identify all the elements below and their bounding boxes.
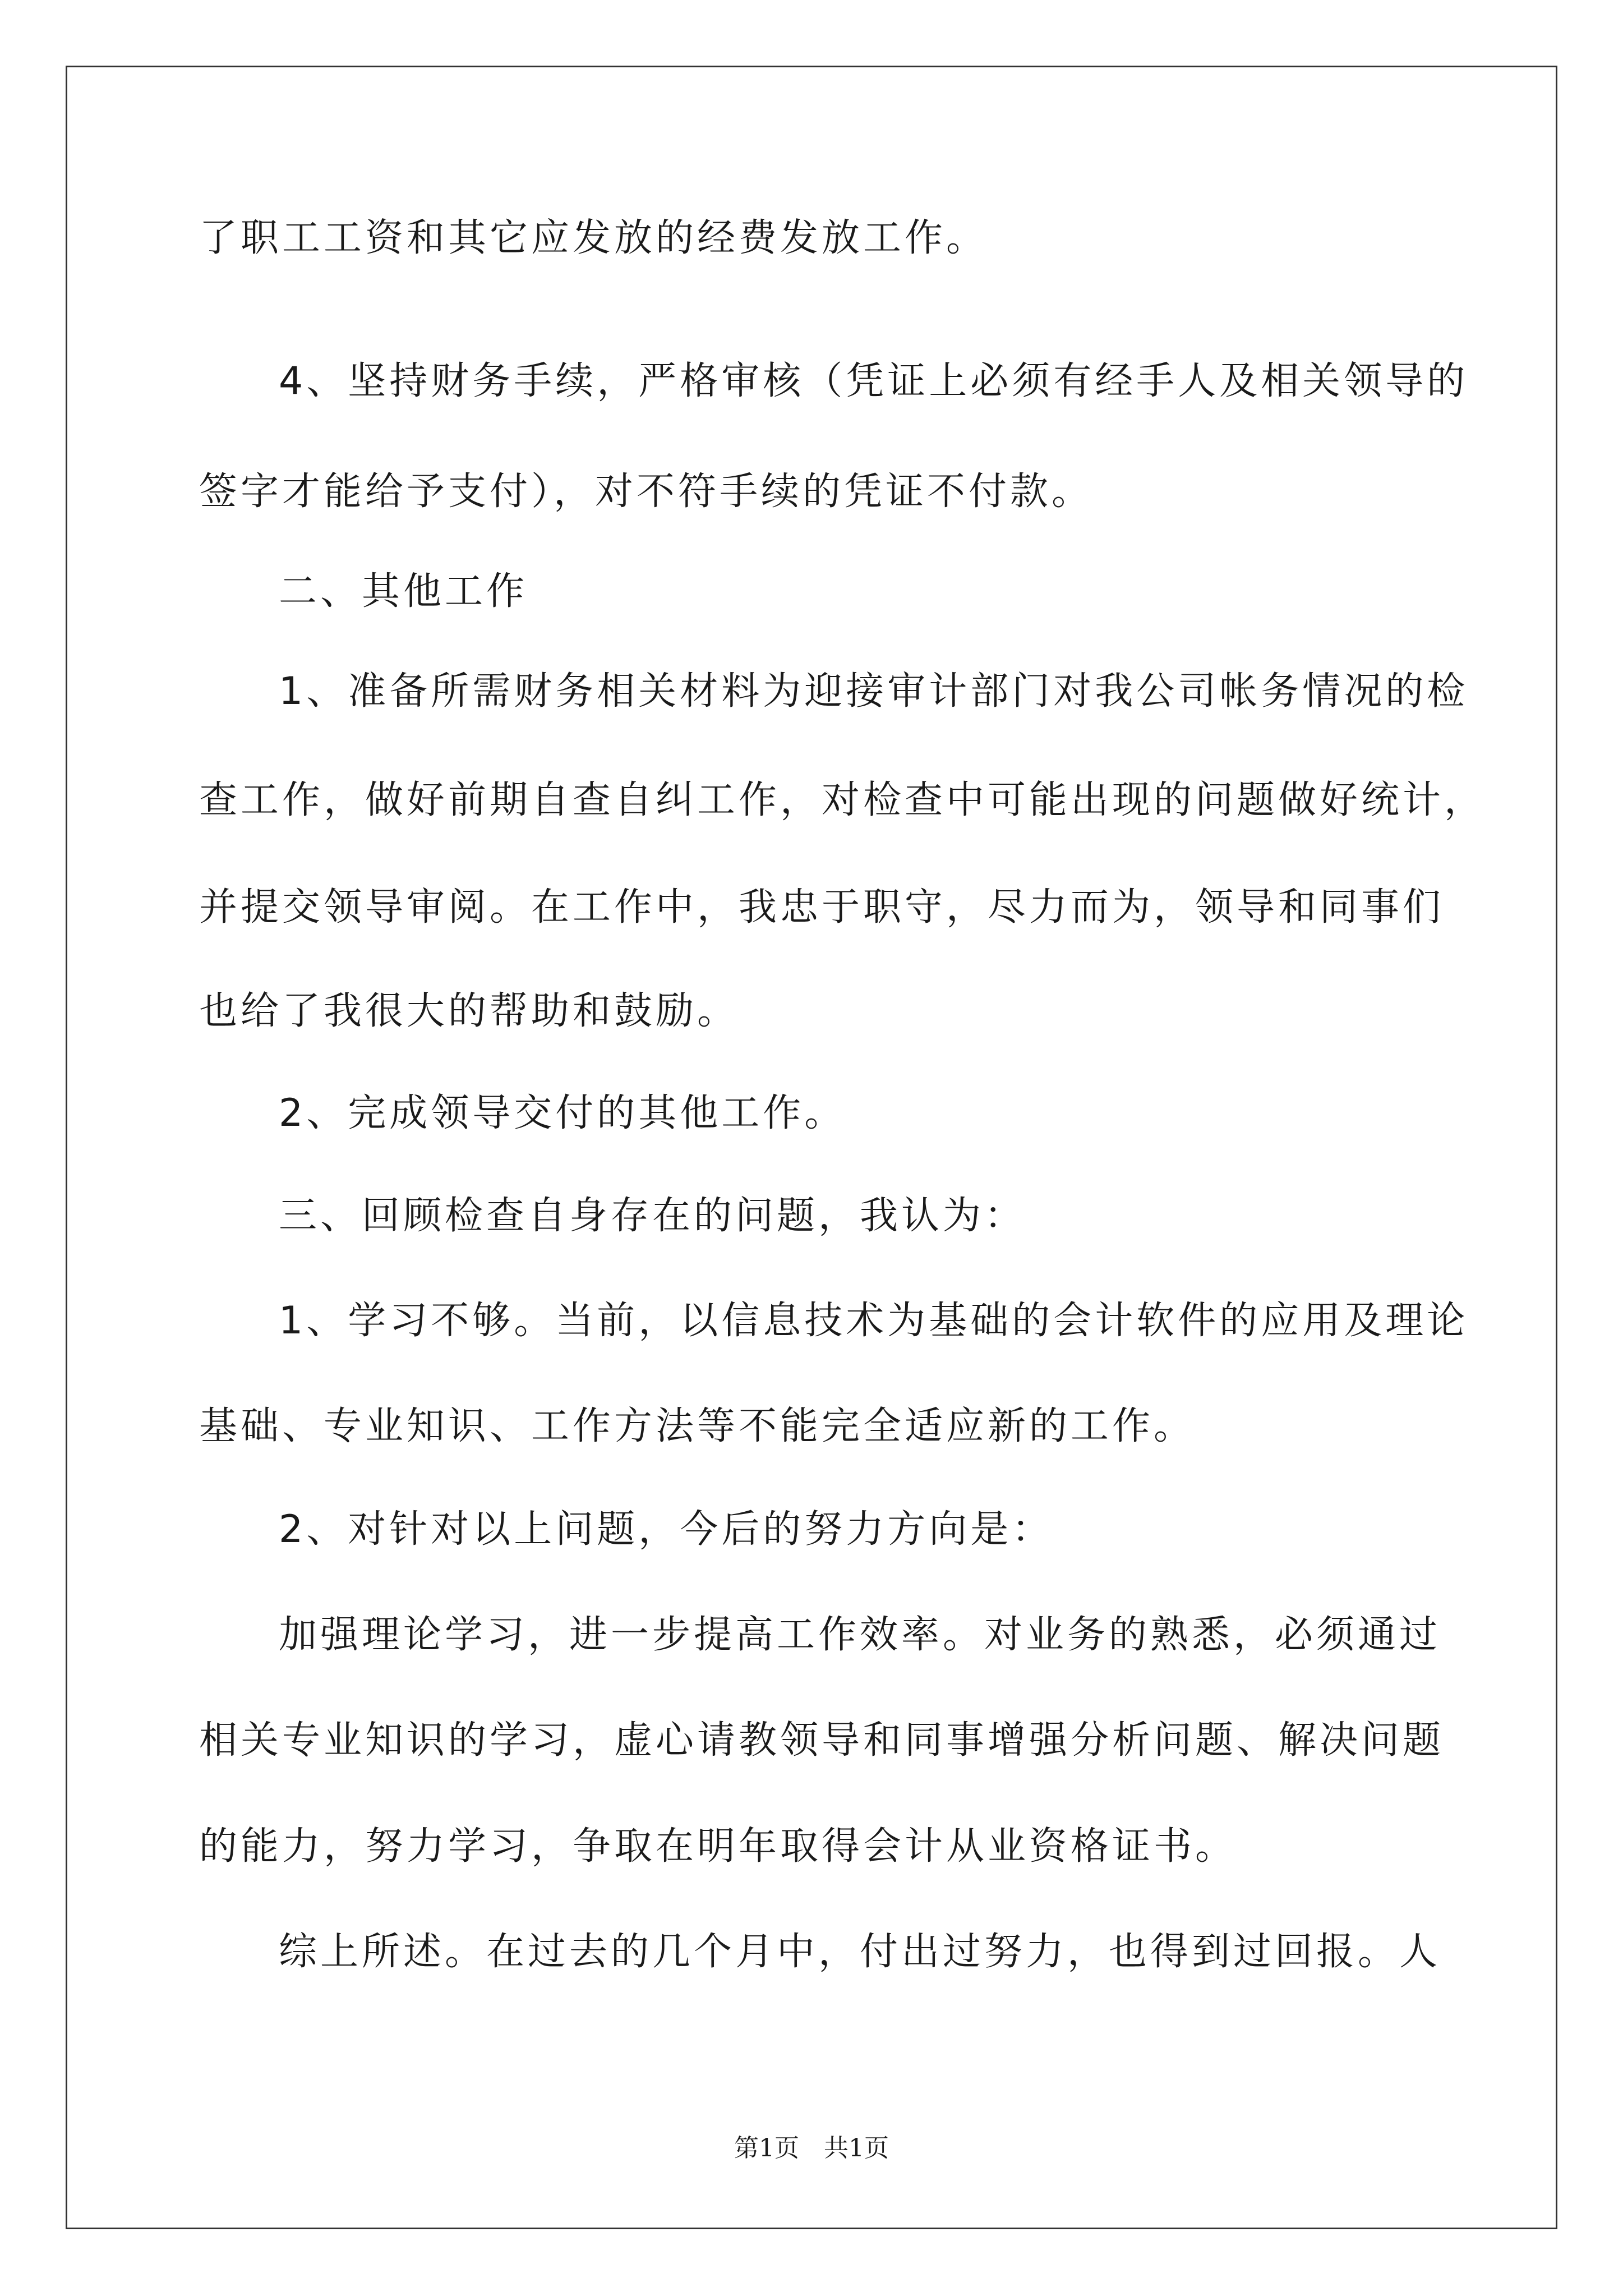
text-line: 1、准备所需财务相关材料为迎接审计部门对我公司帐务情况的检 xyxy=(279,669,1469,714)
section-heading: 二、其他工作 xyxy=(279,569,528,614)
text-line: 基础、专业知识、工作方法等不能完全适应新的工作。 xyxy=(199,1404,1196,1448)
text-line: 2、完成领导交付的其他工作。 xyxy=(279,1091,846,1135)
section-heading: 三、回顾检查自身存在的问题，我认为： xyxy=(279,1194,1026,1238)
text-line: 2、对针对以上问题，今后的努力方向是： xyxy=(279,1507,1054,1552)
text-line: 加强理论学习，进一步提高工作效率。对业务的熟悉，必须通过 xyxy=(279,1613,1441,1657)
text-line: 并提交领导审阅。在工作中，我忠于职守，尽力而为，领导和同事们 xyxy=(199,885,1445,930)
text-line: 1、学习不够。当前，以信息技术为基础的会计软件的应用及理论 xyxy=(279,1299,1469,1343)
text-line: 了职工工资和其它应发放的经费发放工作。 xyxy=(199,216,988,260)
page-number-footer: 第1页 共1页 xyxy=(734,2134,889,2162)
text-line: 的能力，努力学习，争取在明年取得会计从业资格证书。 xyxy=(199,1824,1237,1869)
text-line: 签字才能给予支付），对不符手续的凭证不付款。 xyxy=(199,470,1094,514)
text-line: 查工作，做好前期自查自纠工作，对检查中可能出现的问题做好统计， xyxy=(199,778,1486,822)
text-line: 4、坚持财务手续，严格审核（凭证上必须有经手人及相关领导的 xyxy=(279,359,1469,403)
text-line: 综上所述。在过去的几个月中，付出过努力，也得到过回报。人 xyxy=(279,1930,1441,1974)
text-line: 相关专业知识的学习，虚心请教领导和同事增强分析问题、解决问题 xyxy=(199,1718,1445,1763)
text-line: 也给了我很大的帮助和鼓励。 xyxy=(199,989,739,1033)
